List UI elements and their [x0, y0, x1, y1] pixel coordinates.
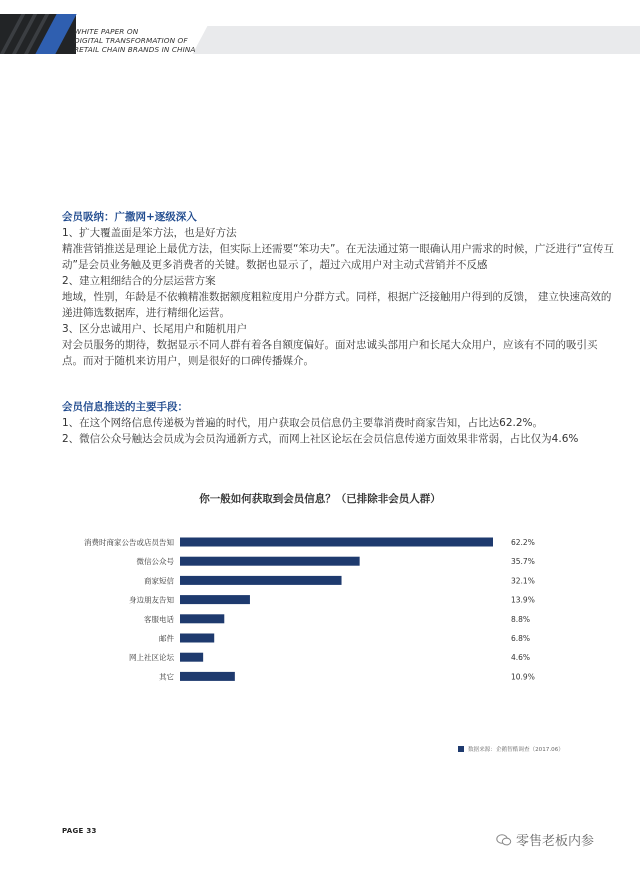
legend-label: 数据来源：企鹅智酷调查（2017.06）: [468, 747, 564, 753]
legend-swatch: [458, 746, 464, 752]
chart-legend: [458, 745, 564, 753]
section-heading: 会员信息推送的主要手段：: [62, 401, 188, 413]
section-member-info-push: [62, 399, 584, 447]
value-label: 35.7%: [511, 557, 535, 567]
category-label: 身边朋友告知: [129, 595, 174, 605]
header-title-line-2: DIGITAL TRANSFORMATION OF: [74, 36, 188, 45]
category-label: 邮件: [159, 634, 174, 643]
header-gray-band: [193, 26, 640, 54]
category-label: 商家短信: [144, 576, 174, 586]
bar: [180, 595, 250, 604]
section-member-acquisition: [62, 209, 614, 369]
value-label: 10.9%: [511, 672, 535, 682]
value-label: 8.8%: [511, 614, 531, 624]
value-label: 4.6%: [511, 653, 531, 663]
category-label: 微信公众号: [136, 557, 174, 567]
bar: [180, 634, 214, 643]
value-label: 62.2%: [511, 538, 535, 547]
text-line: 对会员服务的期待，数据显示不同人群有着各自额度偏好。面对忠诚头部用户和长尾大众用户，应该有不同的吸引买: [62, 339, 598, 351]
category-label: 消费时商家公告或店员告知: [84, 538, 174, 547]
text-line: 2、微信公众号触达会员成为会员沟通新方式，而网上社区论坛在会员信息传递方面效果非常弱，占比仅为4.6%: [62, 433, 579, 445]
bar-chart: [0, 535, 640, 695]
category-label: 其它: [159, 672, 174, 682]
value-label: 6.8%: [511, 634, 531, 643]
text-line: 递进筛选数据库，进行精细化运营。: [62, 307, 230, 319]
category-label: 客服电话: [144, 614, 174, 624]
bar: [180, 653, 203, 662]
text-line: 点。而对于随机来访用户，则是很好的口碑传播媒介。: [62, 355, 314, 367]
text-line: 地域，性别，年龄是不依赖精准数据额度粗粒度用户分群方式。同样，根据广泛接触用户得到的反馈， 建立快速高效的: [62, 291, 612, 303]
section-heading: 会员吸纳：广撒网+逐级深入: [62, 211, 197, 223]
text-line: 1、在这个网络信息传递极为普遍的时代，用户获取会员信息仍主要靠消费时商家告知，占比达62.2%。: [62, 417, 544, 429]
text-line: 2、建立粗细结合的分层运营方案: [62, 275, 216, 287]
category-label: 网上社区论坛: [129, 653, 174, 663]
page-number: PAGE 33: [62, 827, 97, 835]
text-line: 1、扩大覆盖面是笨方法，也是好方法: [62, 227, 237, 239]
bar: [180, 672, 235, 681]
header-title-line-1: WHITE PAPER ON: [74, 27, 139, 36]
header-title-line-3: RETAIL CHAIN BRANDS IN CHINA: [74, 45, 196, 54]
watermark-text: 零售老板内参: [516, 834, 595, 849]
text-line: 动”是会员业务触及更多消费者的关键。数据也显示了，超过六成用户对主动式营销并不反感: [62, 259, 488, 271]
bar: [180, 557, 360, 566]
watermark: [496, 830, 594, 849]
bar: [180, 538, 493, 547]
value-label: 32.1%: [511, 576, 535, 586]
bar: [180, 576, 342, 585]
bar: [180, 614, 224, 623]
chart-title: 你一般如何获取到会员信息？（已排除非会员人群）: [199, 493, 441, 505]
value-label: 13.9%: [511, 595, 535, 605]
wechat-icon: [496, 834, 512, 846]
text-line: 3、区分忠诚用户、长尾用户和随机用户: [62, 323, 248, 335]
text-line: 精准营销推送是理论上最优方法，但实际上还需要“笨功夫”。在无法通过第一眼确认用户需求的时候，广泛进行“宣传互: [62, 243, 614, 255]
header-title: [74, 27, 244, 54]
